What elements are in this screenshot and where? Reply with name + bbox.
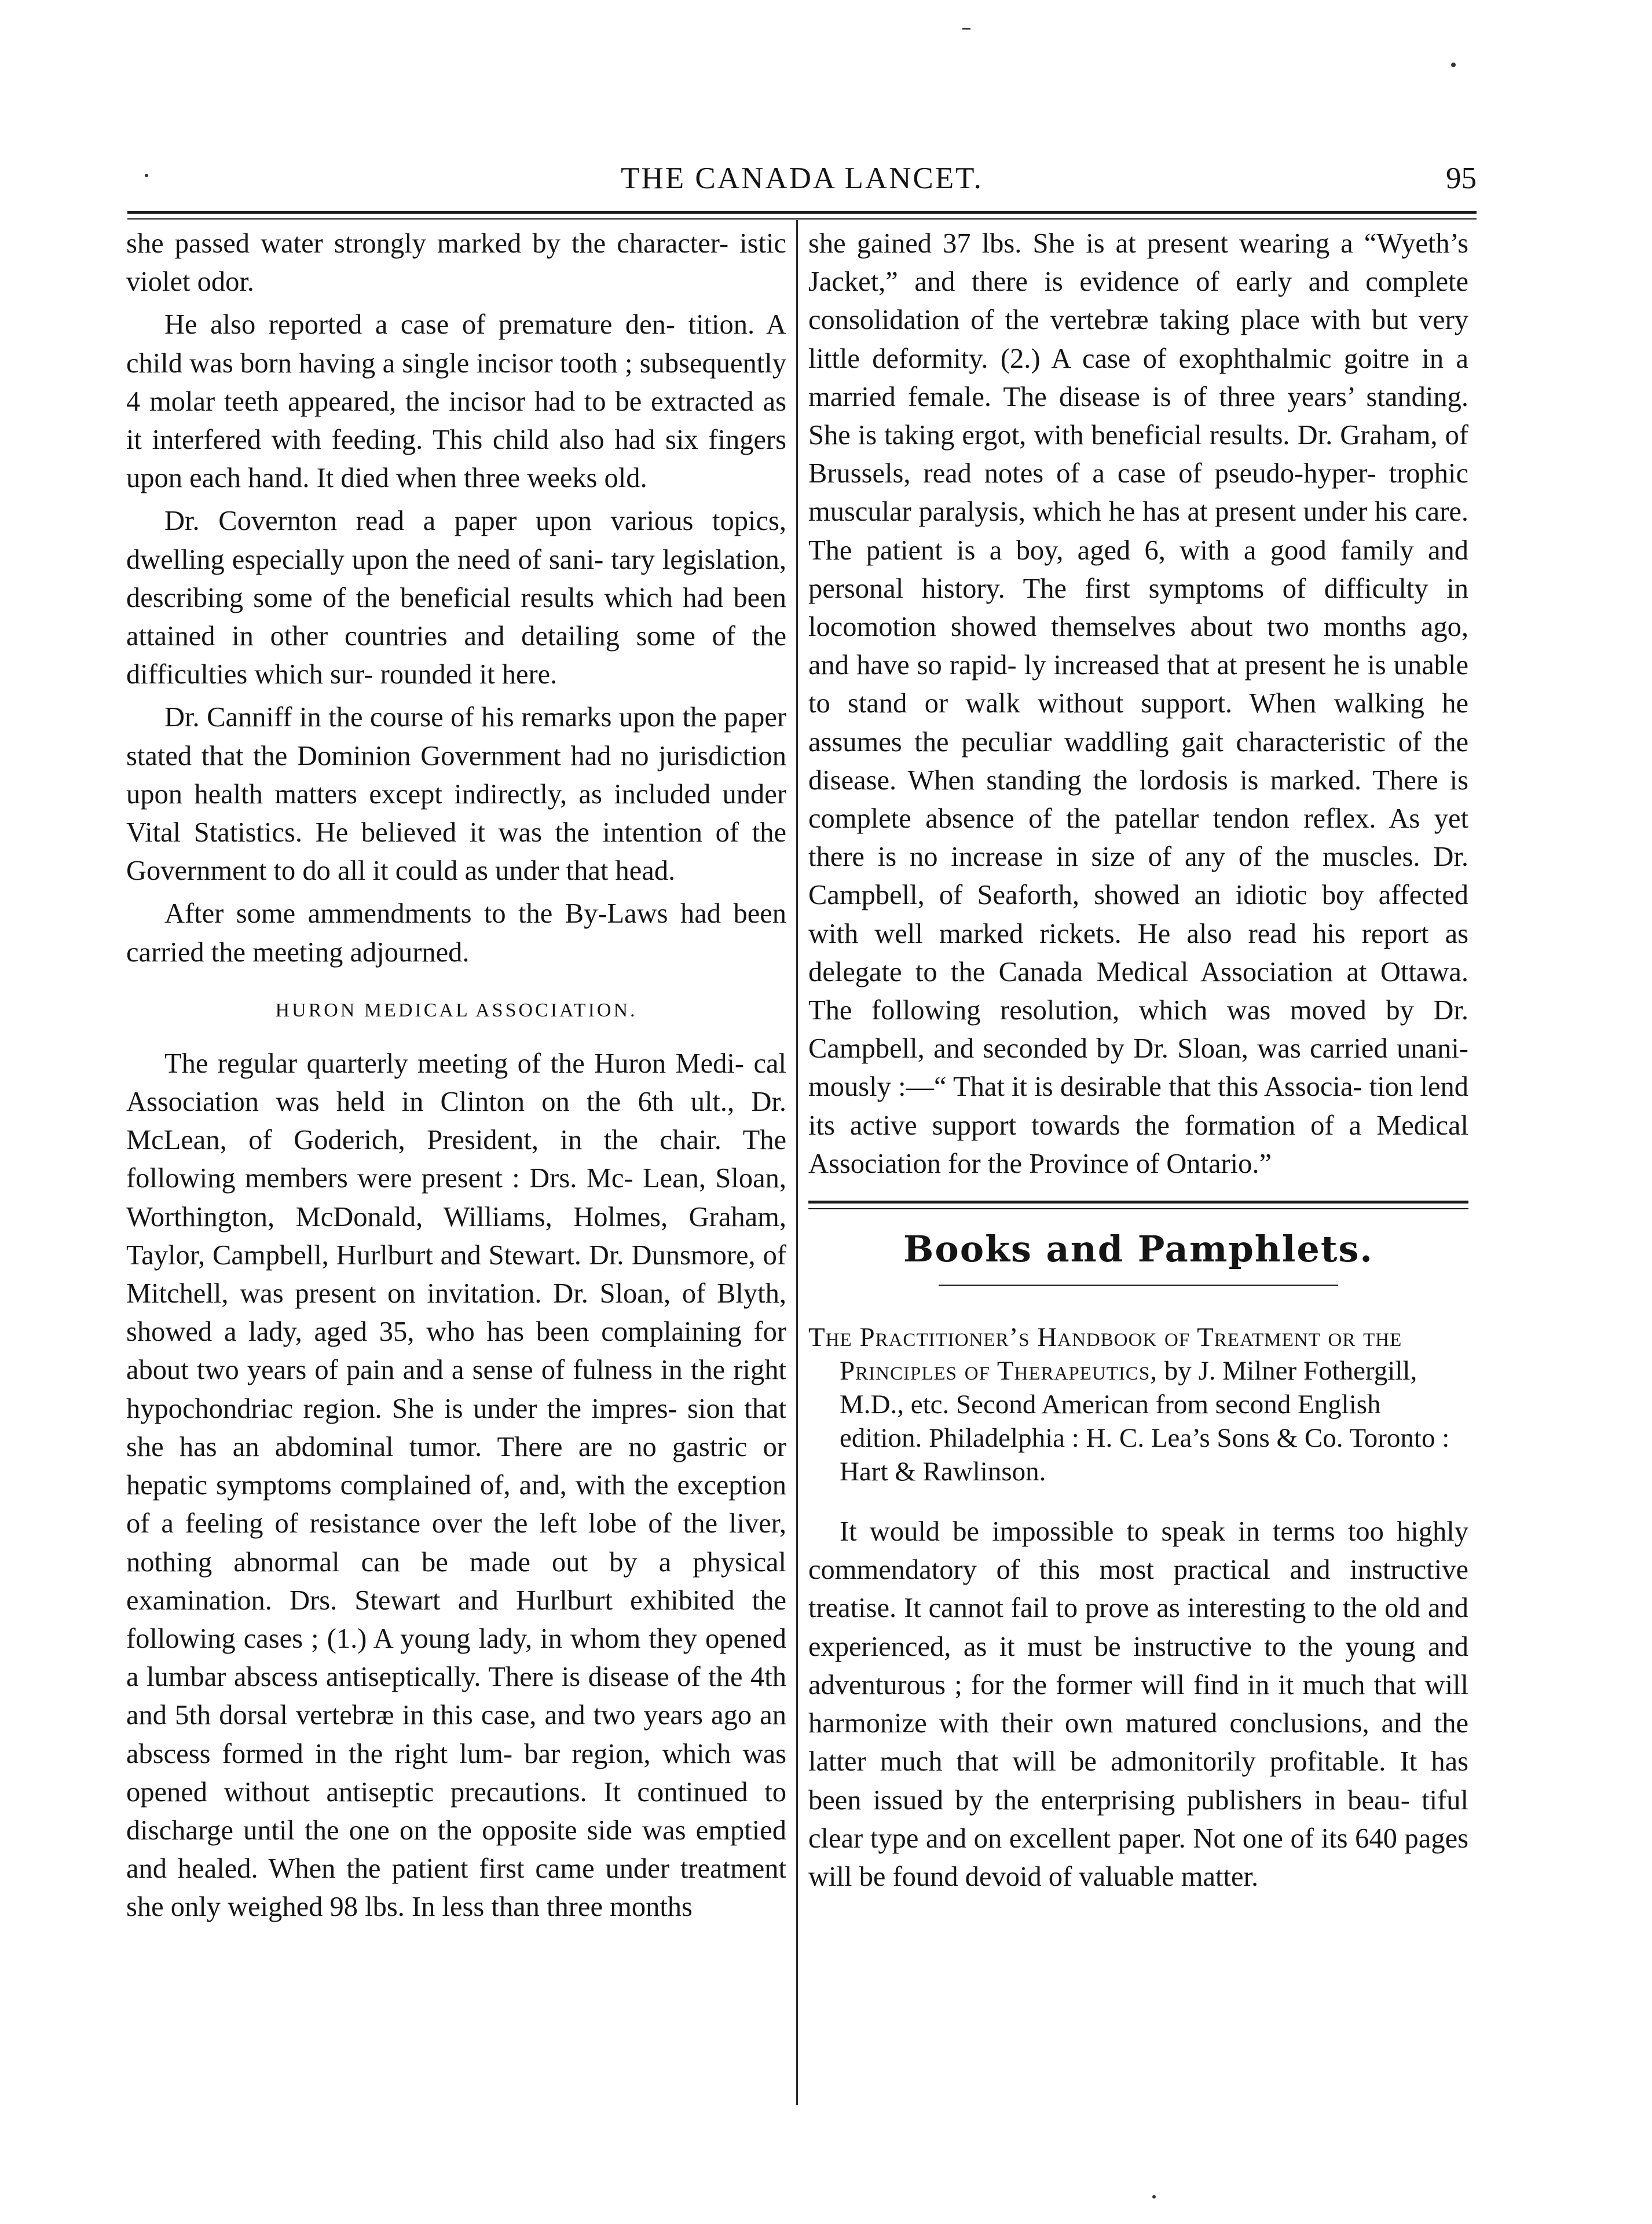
book-title: The Practitioner’s Handbook of Treatment or the Principles of Therapeutics, (808, 1322, 1402, 1387)
print-speck (1451, 63, 1456, 67)
paragraph-dentition: He also reported a case of premature den- tition. A child was born having a single incisor tooth ; subsequently 4 molar teeth appeared, the incisor had to be extracted as it interfered with feeding. This child also had six fingers upon each hand. It died when three weeks old. (126, 309, 786, 494)
books-heading: Books and Pamphlets. (903, 1228, 1374, 1271)
paragraph-canniff: Dr. Canniff in the course of his remarks upon the paper stated that the Dominion Government had no jurisdiction upon health matters except indirectly, as included under Vital Statistics. He believed it was the intention of the Government to do all it could as under that head. (126, 702, 786, 887)
print-speck (1152, 2195, 1156, 2199)
running-head (127, 155, 1477, 202)
paragraph-huron-meeting: The regular quarterly meeting of the Huron Medi- cal Association was held in Clinton on the 6th ult., Dr. McLean, of Goderich, President, in the chair. The following members were present : Drs. Mc- Lean, Sloan, Worthington, McDonald, Williams, Holmes, Graham, Taylor, Campbell, Hurlburt and Stewart. Dr. Dunsmore, of Mitchell, was present on invitation. Dr. Sloan, of Blyth, showed a lady, aged 35, who has been complaining for about two years of pain and a sense of fulness in the right hypochondriac region. She is under the impres- sion that she has an abdominal tumor. There are no gastric or hepatic symptoms complained of, and, with the exception of a feeling of resistance over the left lobe of the liver, nothing abnormal can be made out by a physical examination. Drs. Stewart and Hurlburt exhibited the following cases ; (1.) A young lady, in whom they opened a lumbar abscess antiseptically. There is disease of the 4th and 5th dorsal vertebræ in this case, and two years ago an abscess formed in the right lum- bar region, which was opened without antiseptic precautions. It continued to discharge until the one on the opposite side was emptied and healed. When the patient first came under treatment she only weighed 98 lbs. In less than three months (126, 1048, 786, 1923)
page-number: 95 (1446, 162, 1477, 195)
header-rule (127, 211, 1477, 220)
left-column (126, 225, 786, 1927)
review-paragraph: It would be impossible to speak in terms too highly commendatory of this most practical and instructive treatise. It cannot fail to prove as interesting to the old and experienced, as it must be instructive to the young and adventurous ; for the former will find in it much that will harmonize with their own matured conclusions, and the latter much that will be admonitorily profitable. It has been issued by the enterprising publishers in beau- tiful clear type and on excellent paper. Not one of its 640 pages will be found devoid of valuable matter. (808, 1516, 1468, 1892)
book-publication-details: by J. Milner Fothergill, M.D., etc. Second American from second English edition. Philadelphia : H. C. Lea’s Sons & Co. Toronto : Hart & Rawlinson. (840, 1356, 1450, 1487)
section-heading-huron: HURON MEDICAL ASSOCIATION. (275, 999, 638, 1021)
paragraph-adjourned: After some ammendments to the By-Laws had been carried the meeting adjourned. (126, 898, 786, 968)
paragraph-huron-continued: she gained 37 lbs. She is at present wearing a “Wyeth’s Jacket,” and there is evidence of early and complete consolidation of the vertebræ taking place with but very little deformity. (2.) A case of exophthalmic goitre in a married female. The disease is of three years’ standing. She is taking ergot, with beneficial results. Dr. Graham, of Brussels, read notes of a case of pseudo-hyper- trophic muscular paralysis, which he has at present under his care. The patient is a boy, aged 6, with a good family and personal history. The first symptoms of difficulty in locomotion showed themselves about two months ago, and have so rapid- ly increased that at present he is unable to stand or walk without support. When walking he assumes the peculiar waddling gait characteristic of the disease. When standing the lordosis is marked. There is complete absence of the patellar tendon reflex. As yet there is no increase in size of any of the muscles. Dr. Campbell, of Seaforth, showed an idiotic boy affected with well marked rickets. He also read his report as delegate to the Canada Medical Association at Ottawa. The following resolution, which was moved by Dr. Campbell, and seconded by Dr. Sloan, was carried unani- mously :—“ That it is desirable that this Associa- tion lend its active support towards the formation of a Medical Association for the Province of Ontario.” (808, 228, 1468, 1179)
right-column (808, 225, 1468, 1896)
paragraph-continuation: she passed water strongly marked by the character- istic violet odor. (126, 228, 786, 298)
books-section (808, 1201, 1468, 1896)
paragraph-covernton: Dr. Covernton read a paper upon various topics, dwelling especially upon the need of sani- tary legislation, describing some of the beneficial results which had been attained in other countries and detailing some of the difficulties which sur- rounded it here. (126, 506, 786, 690)
journal-title: THE CANADA LANCET. (621, 162, 983, 195)
book-citation (808, 1321, 1468, 1488)
print-speck (962, 28, 970, 30)
column-divider (796, 220, 798, 2105)
heading-underline (939, 1285, 1338, 1286)
book-review (808, 1513, 1468, 1896)
section-rule (808, 1201, 1468, 1209)
